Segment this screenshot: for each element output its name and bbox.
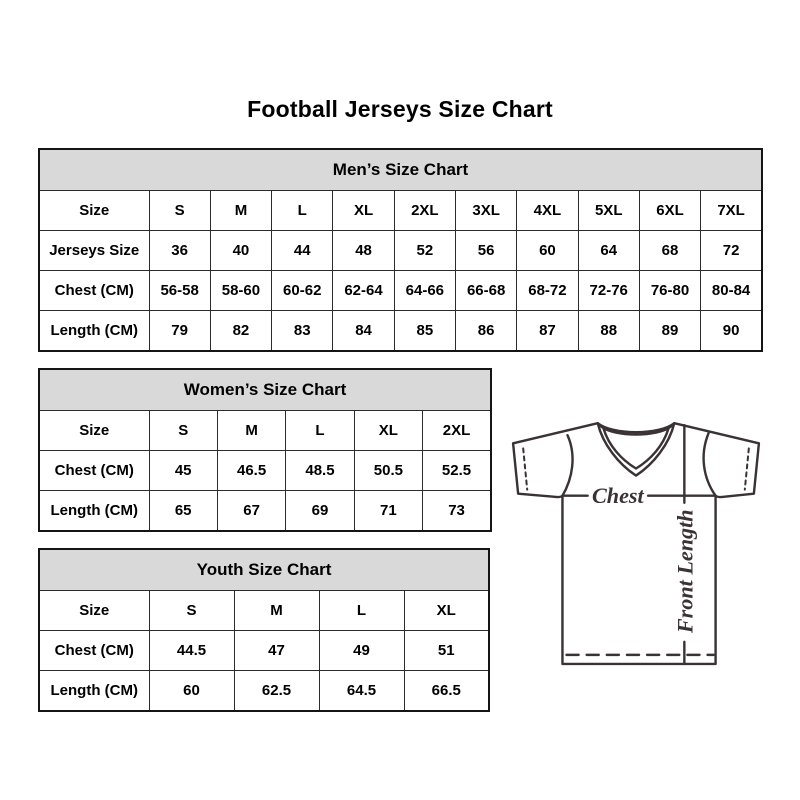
row-label-cell: Chest (CM) <box>39 631 149 671</box>
value-cell: 66-68 <box>455 271 516 311</box>
table-title-row <box>39 549 489 591</box>
value-cell: 67 <box>217 491 285 532</box>
value-cell: 58-60 <box>210 271 271 311</box>
table-row <box>39 451 491 491</box>
value-cell: 66.5 <box>404 671 489 712</box>
table-title-row <box>39 369 491 411</box>
value-cell: 72-76 <box>578 271 639 311</box>
table-row <box>39 191 762 231</box>
row-label-cell: Jerseys Size <box>39 231 149 271</box>
value-cell: XL <box>404 591 489 631</box>
value-cell: 64 <box>578 231 639 271</box>
page-title: Football Jerseys Size Chart <box>247 96 553 122</box>
value-cell: 60 <box>517 231 578 271</box>
value-cell: 89 <box>639 311 700 352</box>
value-cell: 4XL <box>517 191 578 231</box>
value-cell: 68-72 <box>517 271 578 311</box>
left-armhole-seam <box>562 435 572 495</box>
row-label-cell: Size <box>39 411 149 451</box>
value-cell: 7XL <box>701 191 762 231</box>
womens-size-table <box>38 368 492 532</box>
table-row <box>39 231 762 271</box>
value-cell: 71 <box>354 491 422 532</box>
value-cell: 56 <box>455 231 516 271</box>
value-cell: 52 <box>394 231 455 271</box>
womens-table-title: Women’s Size Chart <box>39 369 491 411</box>
value-cell: 2XL <box>394 191 455 231</box>
row-label-cell: Length (CM) <box>39 491 149 532</box>
value-cell: 86 <box>455 311 516 352</box>
row-label-cell: Size <box>39 191 149 231</box>
table-row <box>39 671 489 712</box>
right-cuff-dashed-line <box>745 448 749 489</box>
value-cell: S <box>149 591 234 631</box>
value-cell: 47 <box>234 631 319 671</box>
value-cell: 76-80 <box>639 271 700 311</box>
table-row <box>39 631 489 671</box>
value-cell: 88 <box>578 311 639 352</box>
value-cell: L <box>286 411 354 451</box>
value-cell: 52.5 <box>423 451 491 491</box>
right-armhole-seam <box>704 433 716 495</box>
value-cell: 46.5 <box>217 451 285 491</box>
table-title-row <box>39 149 762 191</box>
value-cell: 83 <box>272 311 333 352</box>
jersey-measurement-diagram <box>500 400 772 672</box>
value-cell: 80-84 <box>701 271 762 311</box>
value-cell: 56-58 <box>149 271 210 311</box>
youth-size-table <box>38 548 490 712</box>
value-cell: 2XL <box>423 411 491 451</box>
value-cell: L <box>319 591 404 631</box>
value-cell: S <box>149 411 217 451</box>
value-cell: 51 <box>404 631 489 671</box>
value-cell: 44 <box>272 231 333 271</box>
value-cell: 69 <box>286 491 354 532</box>
row-label-cell: Chest (CM) <box>39 271 149 311</box>
table-row <box>39 591 489 631</box>
value-cell: 60 <box>149 671 234 712</box>
row-label-cell: Size <box>39 591 149 631</box>
value-cell: 84 <box>333 311 394 352</box>
row-label-cell: Chest (CM) <box>39 451 149 491</box>
table-row <box>39 411 491 451</box>
value-cell: 90 <box>701 311 762 352</box>
table-row <box>39 491 491 532</box>
value-cell: 5XL <box>578 191 639 231</box>
jersey-outline <box>513 423 759 664</box>
value-cell: M <box>234 591 319 631</box>
value-cell: 44.5 <box>149 631 234 671</box>
row-label-cell: Length (CM) <box>39 671 149 712</box>
table-row <box>39 311 762 352</box>
value-cell: 3XL <box>455 191 516 231</box>
jersey-diagram-svg <box>500 400 772 672</box>
value-cell: 6XL <box>639 191 700 231</box>
value-cell: 72 <box>701 231 762 271</box>
value-cell: 82 <box>210 311 271 352</box>
value-cell: 68 <box>639 231 700 271</box>
left-cuff-dashed-line <box>523 448 527 489</box>
value-cell: 49 <box>319 631 404 671</box>
value-cell: S <box>149 191 210 231</box>
value-cell: 60-62 <box>272 271 333 311</box>
value-cell: 45 <box>149 451 217 491</box>
value-cell: 40 <box>210 231 271 271</box>
value-cell: 62.5 <box>234 671 319 712</box>
value-cell: 73 <box>423 491 491 532</box>
value-cell: M <box>217 411 285 451</box>
mens-table-title: Men’s Size Chart <box>39 149 762 191</box>
chest-label: Chest <box>592 482 644 508</box>
value-cell: 48 <box>333 231 394 271</box>
value-cell: 85 <box>394 311 455 352</box>
mens-size-table <box>38 148 763 352</box>
table-row <box>39 271 762 311</box>
value-cell: 36 <box>149 231 210 271</box>
value-cell: 64.5 <box>319 671 404 712</box>
value-cell: M <box>210 191 271 231</box>
value-cell: XL <box>354 411 422 451</box>
value-cell: 48.5 <box>286 451 354 491</box>
value-cell: XL <box>333 191 394 231</box>
row-label-cell: Length (CM) <box>39 311 149 352</box>
value-cell: 65 <box>149 491 217 532</box>
value-cell: 64-66 <box>394 271 455 311</box>
front-length-label: Front Length <box>672 509 698 634</box>
value-cell: 87 <box>517 311 578 352</box>
value-cell: 62-64 <box>333 271 394 311</box>
youth-table-title: Youth Size Chart <box>39 549 489 591</box>
value-cell: L <box>272 191 333 231</box>
value-cell: 79 <box>149 311 210 352</box>
value-cell: 50.5 <box>354 451 422 491</box>
